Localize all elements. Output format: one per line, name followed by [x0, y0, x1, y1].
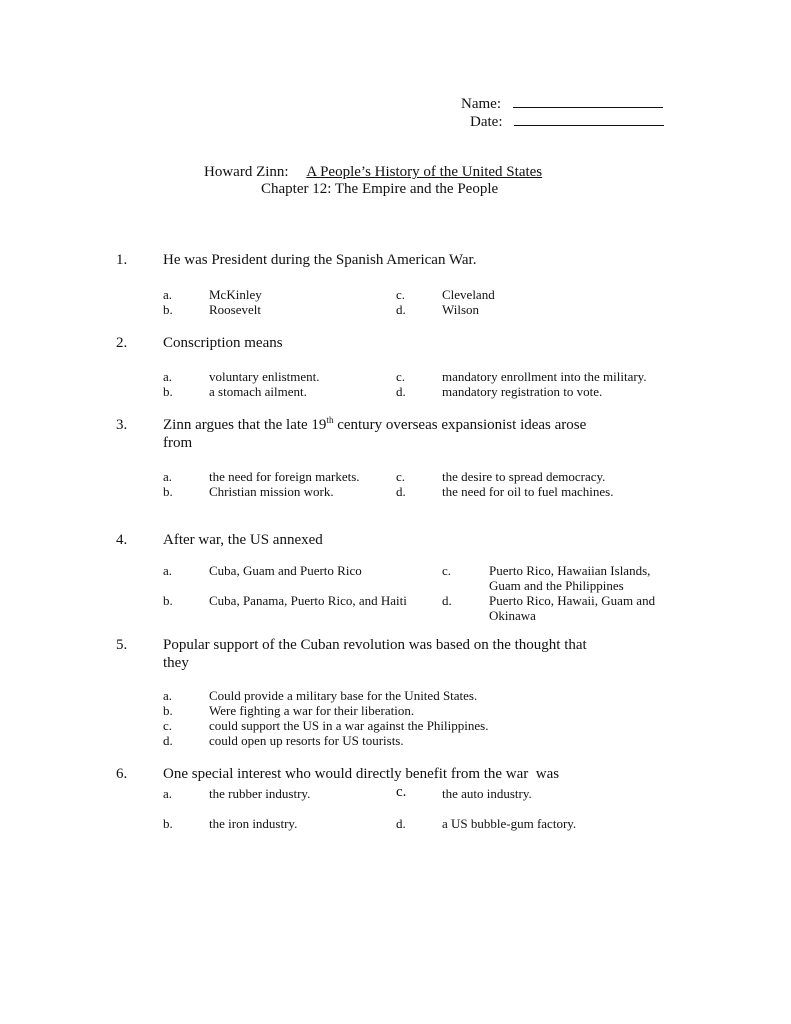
q5-d-letter: d.	[163, 733, 173, 748]
q5-number: 5.	[116, 637, 128, 653]
q4-a-text: Cuba, Guam and Puerto Rico	[209, 563, 362, 578]
q3-b-text: Christian mission work.	[209, 484, 334, 499]
q2-text: Conscription means	[163, 335, 283, 351]
q1-c-text: Cleveland	[442, 287, 495, 302]
q2-d-letter: d.	[396, 384, 406, 399]
q1-b-text: Roosevelt	[209, 302, 261, 317]
date-blank[interactable]	[514, 111, 664, 126]
q1-a-letter: a.	[163, 287, 173, 302]
q3-a-text: the need for foreign markets.	[209, 469, 360, 484]
q5-text: Popular support of the Cuban revolution was based on the thought that	[163, 637, 587, 653]
q1-c-letter: c.	[396, 287, 406, 302]
chapter-title: Chapter 12: The Empire and the People	[261, 181, 499, 197]
q6-d-letter: d.	[396, 816, 406, 831]
q6-b-letter: b.	[163, 816, 173, 831]
q2-d-text: mandatory registration to vote.	[442, 384, 603, 399]
q3-text	[163, 417, 586, 434]
q5-text-line2: they	[163, 655, 189, 671]
q3-b-letter: b.	[163, 484, 173, 499]
q5-a-letter: a.	[163, 688, 173, 703]
q2-c-text: mandatory enrollment into the military.	[442, 369, 647, 384]
q2-c-letter: c.	[396, 369, 406, 384]
q3-a-letter: a.	[163, 469, 173, 484]
q4-d-letter: d.	[442, 593, 452, 608]
q4-c-text-line1: Puerto Rico, Hawaiian Islands,	[489, 563, 651, 578]
q6-a-letter: a.	[163, 786, 173, 801]
name-line	[461, 93, 663, 113]
q6-a-text: the rubber industry.	[209, 786, 311, 801]
q3-d-text: the need for oil to fuel machines.	[442, 484, 614, 499]
q5-c-text: could support the US in a war against the Philippines.	[209, 718, 489, 733]
q1-d-text: Wilson	[442, 302, 480, 317]
q1-number: 1.	[116, 252, 128, 268]
q2-a-letter: a.	[163, 369, 173, 384]
q3-c-letter: c.	[396, 469, 406, 484]
q3-c-text: the desire to spread democracy.	[442, 469, 606, 484]
q1-d-letter: d.	[396, 302, 406, 317]
book-title: A People’s History of the United States	[306, 164, 543, 180]
q6-c-text: the auto industry.	[442, 786, 532, 801]
q4-b-letter: b.	[163, 593, 173, 608]
date-line	[470, 111, 664, 131]
q4-d-text-line1: Puerto Rico, Hawaii, Guam and	[489, 593, 656, 608]
q2-b-letter: b.	[163, 384, 173, 399]
q5-b-letter: b.	[163, 703, 173, 718]
q4-b-text: Cuba, Panama, Puerto Rico, and Haiti	[209, 593, 407, 608]
author-name: Howard Zinn:	[204, 164, 289, 180]
q5-d-text: could open up resorts for US tourists.	[209, 733, 404, 748]
q3-text-line2: from	[163, 435, 193, 451]
name-blank[interactable]	[513, 93, 663, 108]
q1-b-letter: b.	[163, 302, 173, 317]
q1-a-text: McKinley	[209, 287, 262, 302]
q4-number: 4.	[116, 532, 128, 548]
q4-c-text-line2: Guam and the Philippines	[489, 578, 624, 593]
q2-b-text: a stomach ailment.	[209, 384, 307, 399]
title-line	[204, 164, 542, 181]
q2-number: 2.	[116, 335, 128, 351]
q6-number: 6.	[116, 766, 128, 782]
q4-text: After war, the US annexed	[163, 532, 323, 548]
q5-c-letter: c.	[163, 718, 173, 733]
name-label: Name:	[461, 96, 501, 112]
date-label: Date:	[470, 114, 503, 130]
q3-d-letter: d.	[396, 484, 406, 499]
q2-a-text: voluntary enlistment.	[209, 369, 320, 384]
q5-a-text: Could provide a military base for the United States.	[209, 688, 478, 703]
q4-c-letter: c.	[442, 563, 452, 578]
q4-d-text-line2: Okinawa	[489, 608, 536, 623]
q6-b-text: the iron industry.	[209, 816, 298, 831]
q4-a-letter: a.	[163, 563, 173, 578]
q6-c-letter: c.	[396, 784, 407, 800]
q3-superscript: th	[326, 415, 334, 425]
q3-text-after: century overseas expansionist ideas arose	[333, 417, 587, 433]
q5-b-text: Were fighting a war for their liberation.	[209, 703, 415, 718]
q1-text: He was President during the Spanish American War.	[163, 252, 477, 268]
q6-text: One special interest who would directly benefit from the war was	[163, 766, 560, 782]
q3-text-before: Zinn argues that the late 19	[163, 417, 327, 433]
q6-d-text: a US bubble-gum factory.	[442, 816, 577, 831]
q3-number: 3.	[116, 417, 128, 433]
